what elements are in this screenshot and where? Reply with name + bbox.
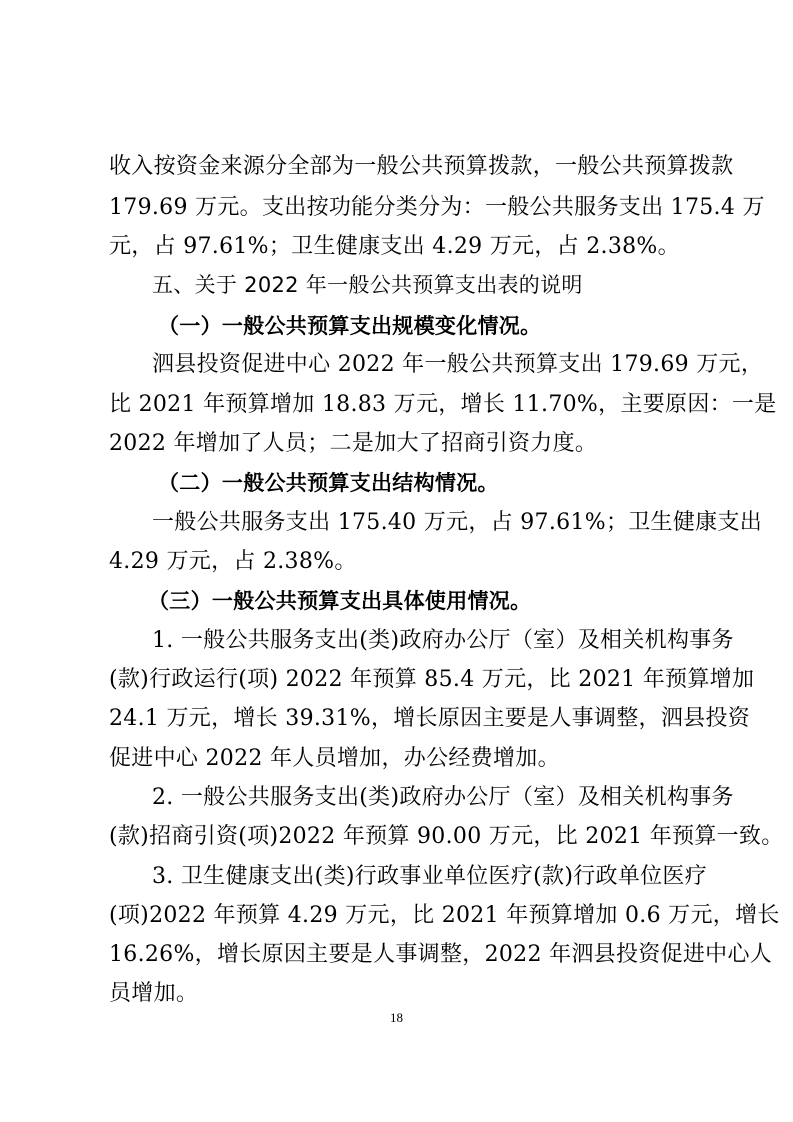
paragraph-line: (项)2022 年预算 4.29 万元，比 2021 年预算增加 0.6 万元，增长 — [109, 903, 780, 928]
paragraph-line: 一般公共服务支出 175.40 万元，占 97.61%；卫生健康支出 — [152, 510, 763, 535]
page-number: 18 — [390, 1010, 403, 1025]
subsection-heading: （三）一般公共预算支出具体使用情况。 — [148, 588, 532, 613]
paragraph-line: 2. 一般公共服务支出(类)政府办公厅（室）及相关机构事务 — [152, 785, 734, 810]
paragraph-line: 1. 一般公共服务支出(类)政府办公厅（室）及相关机构事务 — [152, 628, 734, 653]
paragraph-line: 24.1 万元，增长 39.31%，增长原因主要是人事调整，泗县投资 — [109, 706, 751, 731]
paragraph-line: 3. 卫生健康支出(类)行政事业单位医疗(款)行政单位医疗 — [152, 864, 708, 889]
subsection-heading: （一）一般公共预算支出规模变化情况。 — [158, 313, 542, 338]
paragraph-line: 179.69 万元。支出按功能分类分为：一般公共服务支出 175.4 万 — [109, 195, 765, 220]
paragraph-line: 4.29 万元，占 2.38%。 — [109, 549, 357, 574]
paragraph-line: 2022 年增加了人员；二是加大了招商引资力度。 — [109, 431, 598, 456]
paragraph-line: 员增加。 — [109, 981, 199, 1006]
paragraph-line: 促进中心 2022 年人员增加，办公经费增加。 — [109, 746, 560, 771]
subsection-heading: （二）一般公共预算支出结构情况。 — [158, 470, 499, 495]
paragraph-line: (款)行政运行(项) 2022 年预算 85.4 万元，比 2021 年预算增加 — [109, 667, 755, 692]
paragraph-line: (款)招商引资(项)2022 年预算 90.00 万元，比 2021 年预算一致。 — [109, 824, 784, 849]
paragraph-line: 收入按资金来源分全部为一般公共预算拨款，一般公共预算拨款 — [109, 154, 734, 179]
paragraph-line: 元，占 97.61%；卫生健康支出 4.29 万元，占 2.38%。 — [109, 234, 680, 259]
paragraph-line: 16.26%，增长原因主要是人事调整，2022 年泗县投资促进中心人 — [109, 942, 773, 967]
paragraph-line: 泗县投资促进中心 2022 年一般公共预算支出 179.69 万元， — [152, 352, 764, 377]
paragraph-line: 比 2021 年预算增加 18.83 万元，增长 11.70%，主要原因：一是 — [109, 392, 777, 417]
section-heading: 五、关于 2022 年一般公共预算支出表的说明 — [152, 273, 583, 297]
